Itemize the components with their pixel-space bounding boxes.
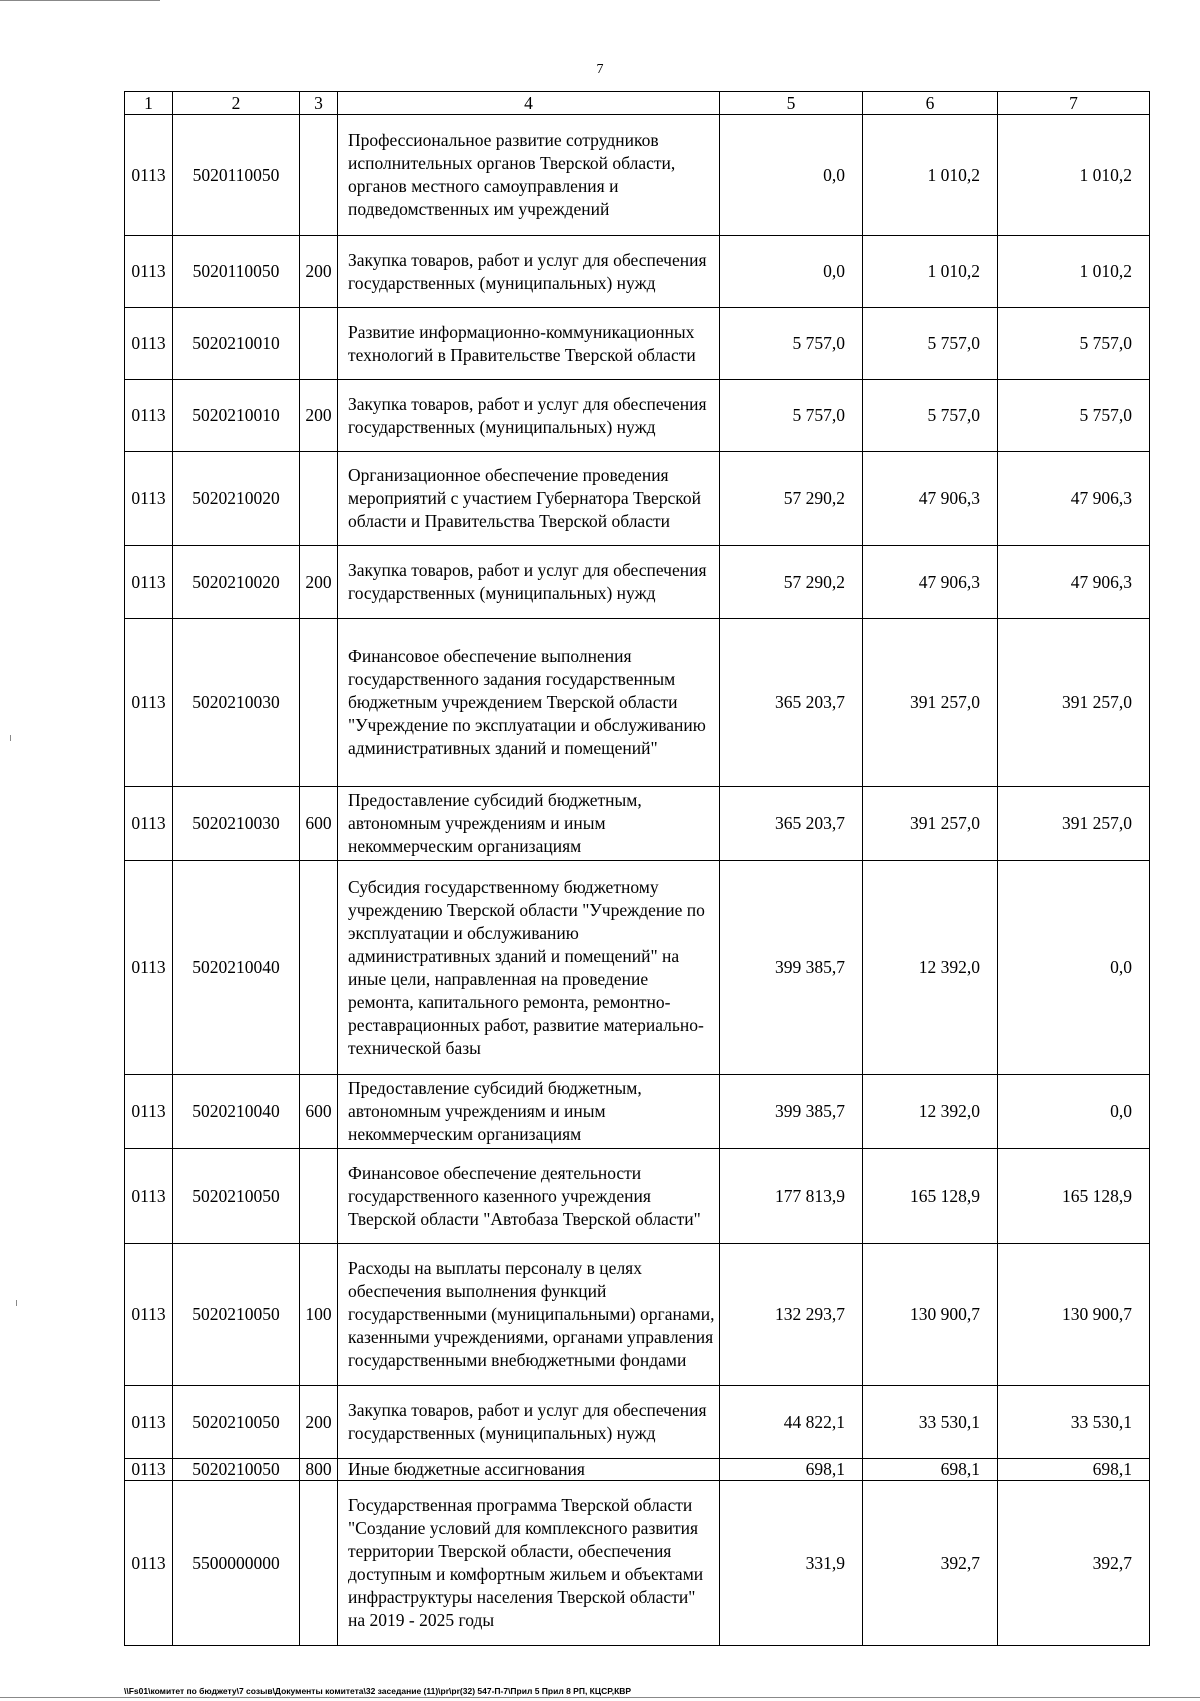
table-row	[125, 1386, 1150, 1459]
table-row	[125, 1459, 1150, 1481]
table-row	[125, 236, 1150, 308]
amount-col7: 130 900,7	[998, 1244, 1150, 1386]
budget-table	[124, 91, 1150, 1646]
expense-type: 800	[300, 1459, 338, 1481]
item-name: Финансовое обеспечение выполнения государственного задания государственным бюджетным учреждением Тверской области "Учреждение по эксплуатации и обслуживанию административных зданий и помещений"	[338, 619, 720, 787]
amount-col6: 698,1	[863, 1459, 998, 1481]
amount-col6: 5 757,0	[863, 308, 998, 380]
header-row	[125, 92, 1150, 115]
section-code: 0113	[125, 1481, 173, 1646]
section-code: 0113	[125, 308, 173, 380]
table-row	[125, 861, 1150, 1075]
target-code: 5020210030	[173, 619, 300, 787]
item-name: Закупка товаров, работ и услуг для обеспечения государственных (муниципальных) нужд	[338, 236, 720, 308]
section-code: 0113	[125, 787, 173, 861]
amount-col5: 57 290,2	[720, 452, 863, 546]
target-code: 5020210050	[173, 1459, 300, 1481]
amount-col6: 12 392,0	[863, 1075, 998, 1149]
amount-col5: 399 385,7	[720, 1075, 863, 1149]
target-code: 5020210040	[173, 861, 300, 1075]
table-row	[125, 1075, 1150, 1149]
section-code: 0113	[125, 861, 173, 1075]
amount-col7: 391 257,0	[998, 787, 1150, 861]
expense-type: 200	[300, 380, 338, 452]
item-name: Предоставление субсидий бюджетным, автономным учреждениям и иным некоммерческим организациям	[338, 787, 720, 861]
section-code: 0113	[125, 452, 173, 546]
item-name: Финансовое обеспечение деятельности государственного казенного учреждения Тверской области "Автобаза Тверской области"	[338, 1149, 720, 1244]
expense-type	[300, 452, 338, 546]
target-code: 5020210030	[173, 787, 300, 861]
section-code: 0113	[125, 1244, 173, 1386]
amount-col7: 0,0	[998, 1075, 1150, 1149]
section-code: 0113	[125, 380, 173, 452]
table-row	[125, 115, 1150, 236]
target-code: 5020210010	[173, 380, 300, 452]
expense-type: 200	[300, 236, 338, 308]
header-cell: 5	[720, 92, 863, 115]
item-name: Закупка товаров, работ и услуг для обеспечения государственных (муниципальных) нужд	[338, 1386, 720, 1459]
table-row	[125, 308, 1150, 380]
amount-col5: 132 293,7	[720, 1244, 863, 1386]
amount-col7: 33 530,1	[998, 1386, 1150, 1459]
section-code: 0113	[125, 546, 173, 619]
table-row	[125, 619, 1150, 787]
amount-col7: 47 906,3	[998, 546, 1150, 619]
expense-type: 600	[300, 787, 338, 861]
amount-col6: 391 257,0	[863, 619, 998, 787]
table-row	[125, 1149, 1150, 1244]
item-name: Развитие информационно-коммуникационных технологий в Правительстве Тверской области	[338, 308, 720, 380]
header-cell: 4	[338, 92, 720, 115]
expense-type	[300, 308, 338, 380]
amount-col7: 391 257,0	[998, 619, 1150, 787]
table-row	[125, 787, 1150, 861]
amount-col7: 5 757,0	[998, 308, 1150, 380]
scan-margin-mark	[16, 1300, 17, 1306]
expense-type	[300, 861, 338, 1075]
header-cell: 7	[998, 92, 1150, 115]
amount-col5: 5 757,0	[720, 308, 863, 380]
amount-col7: 698,1	[998, 1459, 1150, 1481]
item-name: Государственная программа Тверской области "Создание условий для комплексного развития территории Тверской области, обеспечения доступным и комфортным жильем и объектами инфраструктуры населения Тверской области" на 2019 - 2025 годы	[338, 1481, 720, 1646]
amount-col6: 12 392,0	[863, 861, 998, 1075]
header-cell: 1	[125, 92, 173, 115]
amount-col6: 47 906,3	[863, 452, 998, 546]
item-name: Субсидия государственному бюджетному учреждению Тверской области "Учреждение по эксплуатации и обслуживанию административных зданий и помещений" на иные цели, направленная на проведение ремонта, капитального ремонта, ремонтно-реставрационных работ, развитие материально-технической базы	[338, 861, 720, 1075]
target-code: 5020210050	[173, 1244, 300, 1386]
target-code: 5020210010	[173, 308, 300, 380]
amount-col6: 5 757,0	[863, 380, 998, 452]
amount-col5: 44 822,1	[720, 1386, 863, 1459]
target-code: 5020210020	[173, 452, 300, 546]
amount-col5: 365 203,7	[720, 619, 863, 787]
expense-type	[300, 1149, 338, 1244]
amount-col7: 165 128,9	[998, 1149, 1150, 1244]
page-number: 7	[596, 62, 604, 77]
amount-col5: 365 203,7	[720, 787, 863, 861]
expense-type: 100	[300, 1244, 338, 1386]
amount-col5: 0,0	[720, 115, 863, 236]
target-code: 5020110050	[173, 236, 300, 308]
expense-type: 200	[300, 1386, 338, 1459]
amount-col5: 399 385,7	[720, 861, 863, 1075]
amount-col6: 392,7	[863, 1481, 998, 1646]
amount-col7: 5 757,0	[998, 380, 1150, 452]
amount-col5: 5 757,0	[720, 380, 863, 452]
item-name: Предоставление субсидий бюджетным, автономным учреждениям и иным некоммерческим организациям	[338, 1075, 720, 1149]
amount-col5: 57 290,2	[720, 546, 863, 619]
target-code: 5020210040	[173, 1075, 300, 1149]
amount-col6: 1 010,2	[863, 115, 998, 236]
item-name: Закупка товаров, работ и услуг для обеспечения государственных (муниципальных) нужд	[338, 380, 720, 452]
scan-bottom-line	[0, 1697, 1200, 1698]
table-row	[125, 452, 1150, 546]
item-name: Закупка товаров, работ и услуг для обеспечения государственных (муниципальных) нужд	[338, 546, 720, 619]
amount-col7: 392,7	[998, 1481, 1150, 1646]
scan-edge-mark	[0, 0, 160, 1]
table-row	[125, 546, 1150, 619]
item-name: Расходы на выплаты персоналу в целях обеспечения выполнения функций государственными (муниципальными) органами, казенными учреждениями, органами управления государственными внебюджетными фондами	[338, 1244, 720, 1386]
amount-col7: 0,0	[998, 861, 1150, 1075]
expense-type	[300, 115, 338, 236]
header-cell: 6	[863, 92, 998, 115]
section-code: 0113	[125, 619, 173, 787]
amount-col6: 391 257,0	[863, 787, 998, 861]
target-code: 5020210050	[173, 1386, 300, 1459]
amount-col5: 698,1	[720, 1459, 863, 1481]
amount-col7: 1 010,2	[998, 115, 1150, 236]
item-name: Профессиональное развитие сотрудников исполнительных органов Тверской области, органов местного самоуправления и подведомственных им учреждений	[338, 115, 720, 236]
amount-col5: 177 813,9	[720, 1149, 863, 1244]
amount-col6: 33 530,1	[863, 1386, 998, 1459]
amount-col6: 130 900,7	[863, 1244, 998, 1386]
section-code: 0113	[125, 115, 173, 236]
section-code: 0113	[125, 1149, 173, 1244]
amount-col6: 165 128,9	[863, 1149, 998, 1244]
table-row	[125, 1244, 1150, 1386]
amount-col6: 47 906,3	[863, 546, 998, 619]
header-cell: 2	[173, 92, 300, 115]
section-code: 0113	[125, 236, 173, 308]
expense-type	[300, 1481, 338, 1646]
amount-col7: 1 010,2	[998, 236, 1150, 308]
amount-col7: 47 906,3	[998, 452, 1150, 546]
file-path-footer: \\Fs01\комитет по бюджету\7 созыв\Документы комитета\32 заседание (11)\pr\pr(32) 547-П-7\Прил 5 Прил 8 РП, КЦСР,КВР	[124, 1686, 632, 1696]
amount-col5: 331,9	[720, 1481, 863, 1646]
item-name: Иные бюджетные ассигнования	[338, 1459, 720, 1481]
expense-type: 600	[300, 1075, 338, 1149]
header-cell: 3	[300, 92, 338, 115]
table-row	[125, 1481, 1150, 1646]
target-code: 5020210020	[173, 546, 300, 619]
expense-type: 200	[300, 546, 338, 619]
table-row	[125, 380, 1150, 452]
item-name: Организационное обеспечение проведения мероприятий с участием Губернатора Тверской области и Правительства Тверской области	[338, 452, 720, 546]
target-code: 5020210050	[173, 1149, 300, 1244]
section-code: 0113	[125, 1075, 173, 1149]
amount-col6: 1 010,2	[863, 236, 998, 308]
amount-col5: 0,0	[720, 236, 863, 308]
section-code: 0113	[125, 1459, 173, 1481]
section-code: 0113	[125, 1386, 173, 1459]
target-code: 5020110050	[173, 115, 300, 236]
scan-margin-mark	[10, 735, 11, 741]
expense-type	[300, 619, 338, 787]
target-code: 5500000000	[173, 1481, 300, 1646]
